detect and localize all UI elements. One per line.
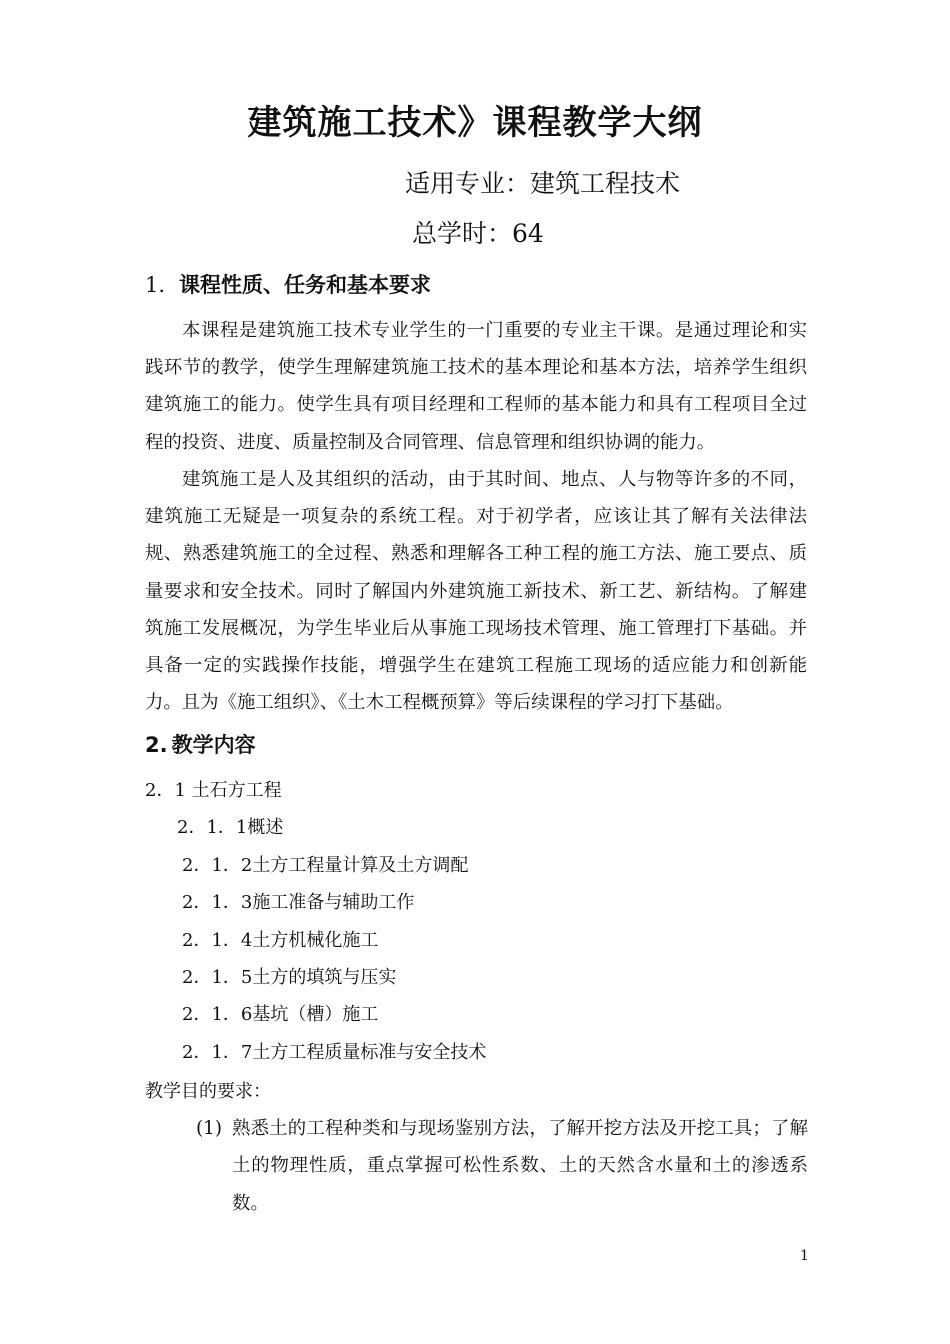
section-1-paragraph: 建筑施工是人及其组织的活动，由于其时间、地点、人与物等许多的不同，建筑施工无疑是一项复杂的系统工程。对于初学者，应该让其了解有关法律法规、熟悉建筑施工的全过程、熟悉和理解各工种工程的施工方法、施工要点、质量要求和安全技术。同时了解国内外建筑施工新技术、新工艺、新结构。了解建筑施工发展概况，为学生毕业后从事施工现场技术管理、施工管理打下基础。并具备一定的实践操作技能，增强学生在建筑工程施工现场的适应能力和创新能力。且为《施工组织》、《土木工程概预算》等后续课程的学习打下基础。 bbox=[145, 469, 807, 714]
content-outline bbox=[145, 772, 807, 1071]
requirement-marker: (1) bbox=[196, 1118, 223, 1139]
outline-item: 2．1．3施工准备与辅助工作 bbox=[182, 892, 415, 914]
document-title: 建筑施工技术》课程教学大纲 bbox=[247, 103, 703, 143]
outline-item: 2．1．7土方工程质量标准与安全技术 bbox=[182, 1041, 487, 1063]
page-number: 1 bbox=[800, 1248, 809, 1264]
section-1-title: 课程性质、任务和基本要求 bbox=[179, 273, 432, 297]
section-1-paragraph: 本课程是建筑施工技术专业学生的一门重要的专业主干课。是通过理论和实践环节的教学，使学生理解建筑施工技术的基本理论和基本方法，培养学生组织建筑施工的能力。使学生具有项目经理和工程师的基本能力和具有工程项目全过程的投资、进度、质量控制及合同管理、信息管理和组织协调的能力。 bbox=[145, 320, 807, 453]
requirement-text: 熟悉土的工程种类和与现场鉴别方法，了解开挖方法及开挖工具；了解土的物理性质，重点掌握可松性系数、土的天然含水量和土的渗透系数。 bbox=[232, 1118, 808, 1214]
outline-item: 2．1．5土方的填筑与压实 bbox=[182, 967, 397, 989]
outline-item: 2．1 土石方工程 bbox=[145, 780, 282, 801]
outline-item: 2．1．6基坑（槽）施工 bbox=[182, 1004, 379, 1026]
total-hours: 总学时：64 bbox=[412, 219, 544, 248]
section-2-title: 教学内容 bbox=[171, 733, 256, 757]
section-1-number: 1. bbox=[145, 273, 166, 297]
outline-item: 2．1．2土方工程量计算及土方调配 bbox=[182, 854, 469, 876]
section-2-number: 2. bbox=[145, 733, 168, 757]
requirements-label: 教学目的要求： bbox=[145, 1081, 271, 1102]
section-1-heading bbox=[145, 270, 431, 300]
outline-item: 2．1．1概述 bbox=[177, 817, 284, 839]
requirement-item bbox=[196, 1110, 808, 1222]
applicable-major: 适用专业：建筑工程技术 bbox=[405, 169, 681, 198]
section-2-heading bbox=[145, 730, 256, 760]
outline-item: 2．1．4土方机械化施工 bbox=[182, 929, 379, 951]
